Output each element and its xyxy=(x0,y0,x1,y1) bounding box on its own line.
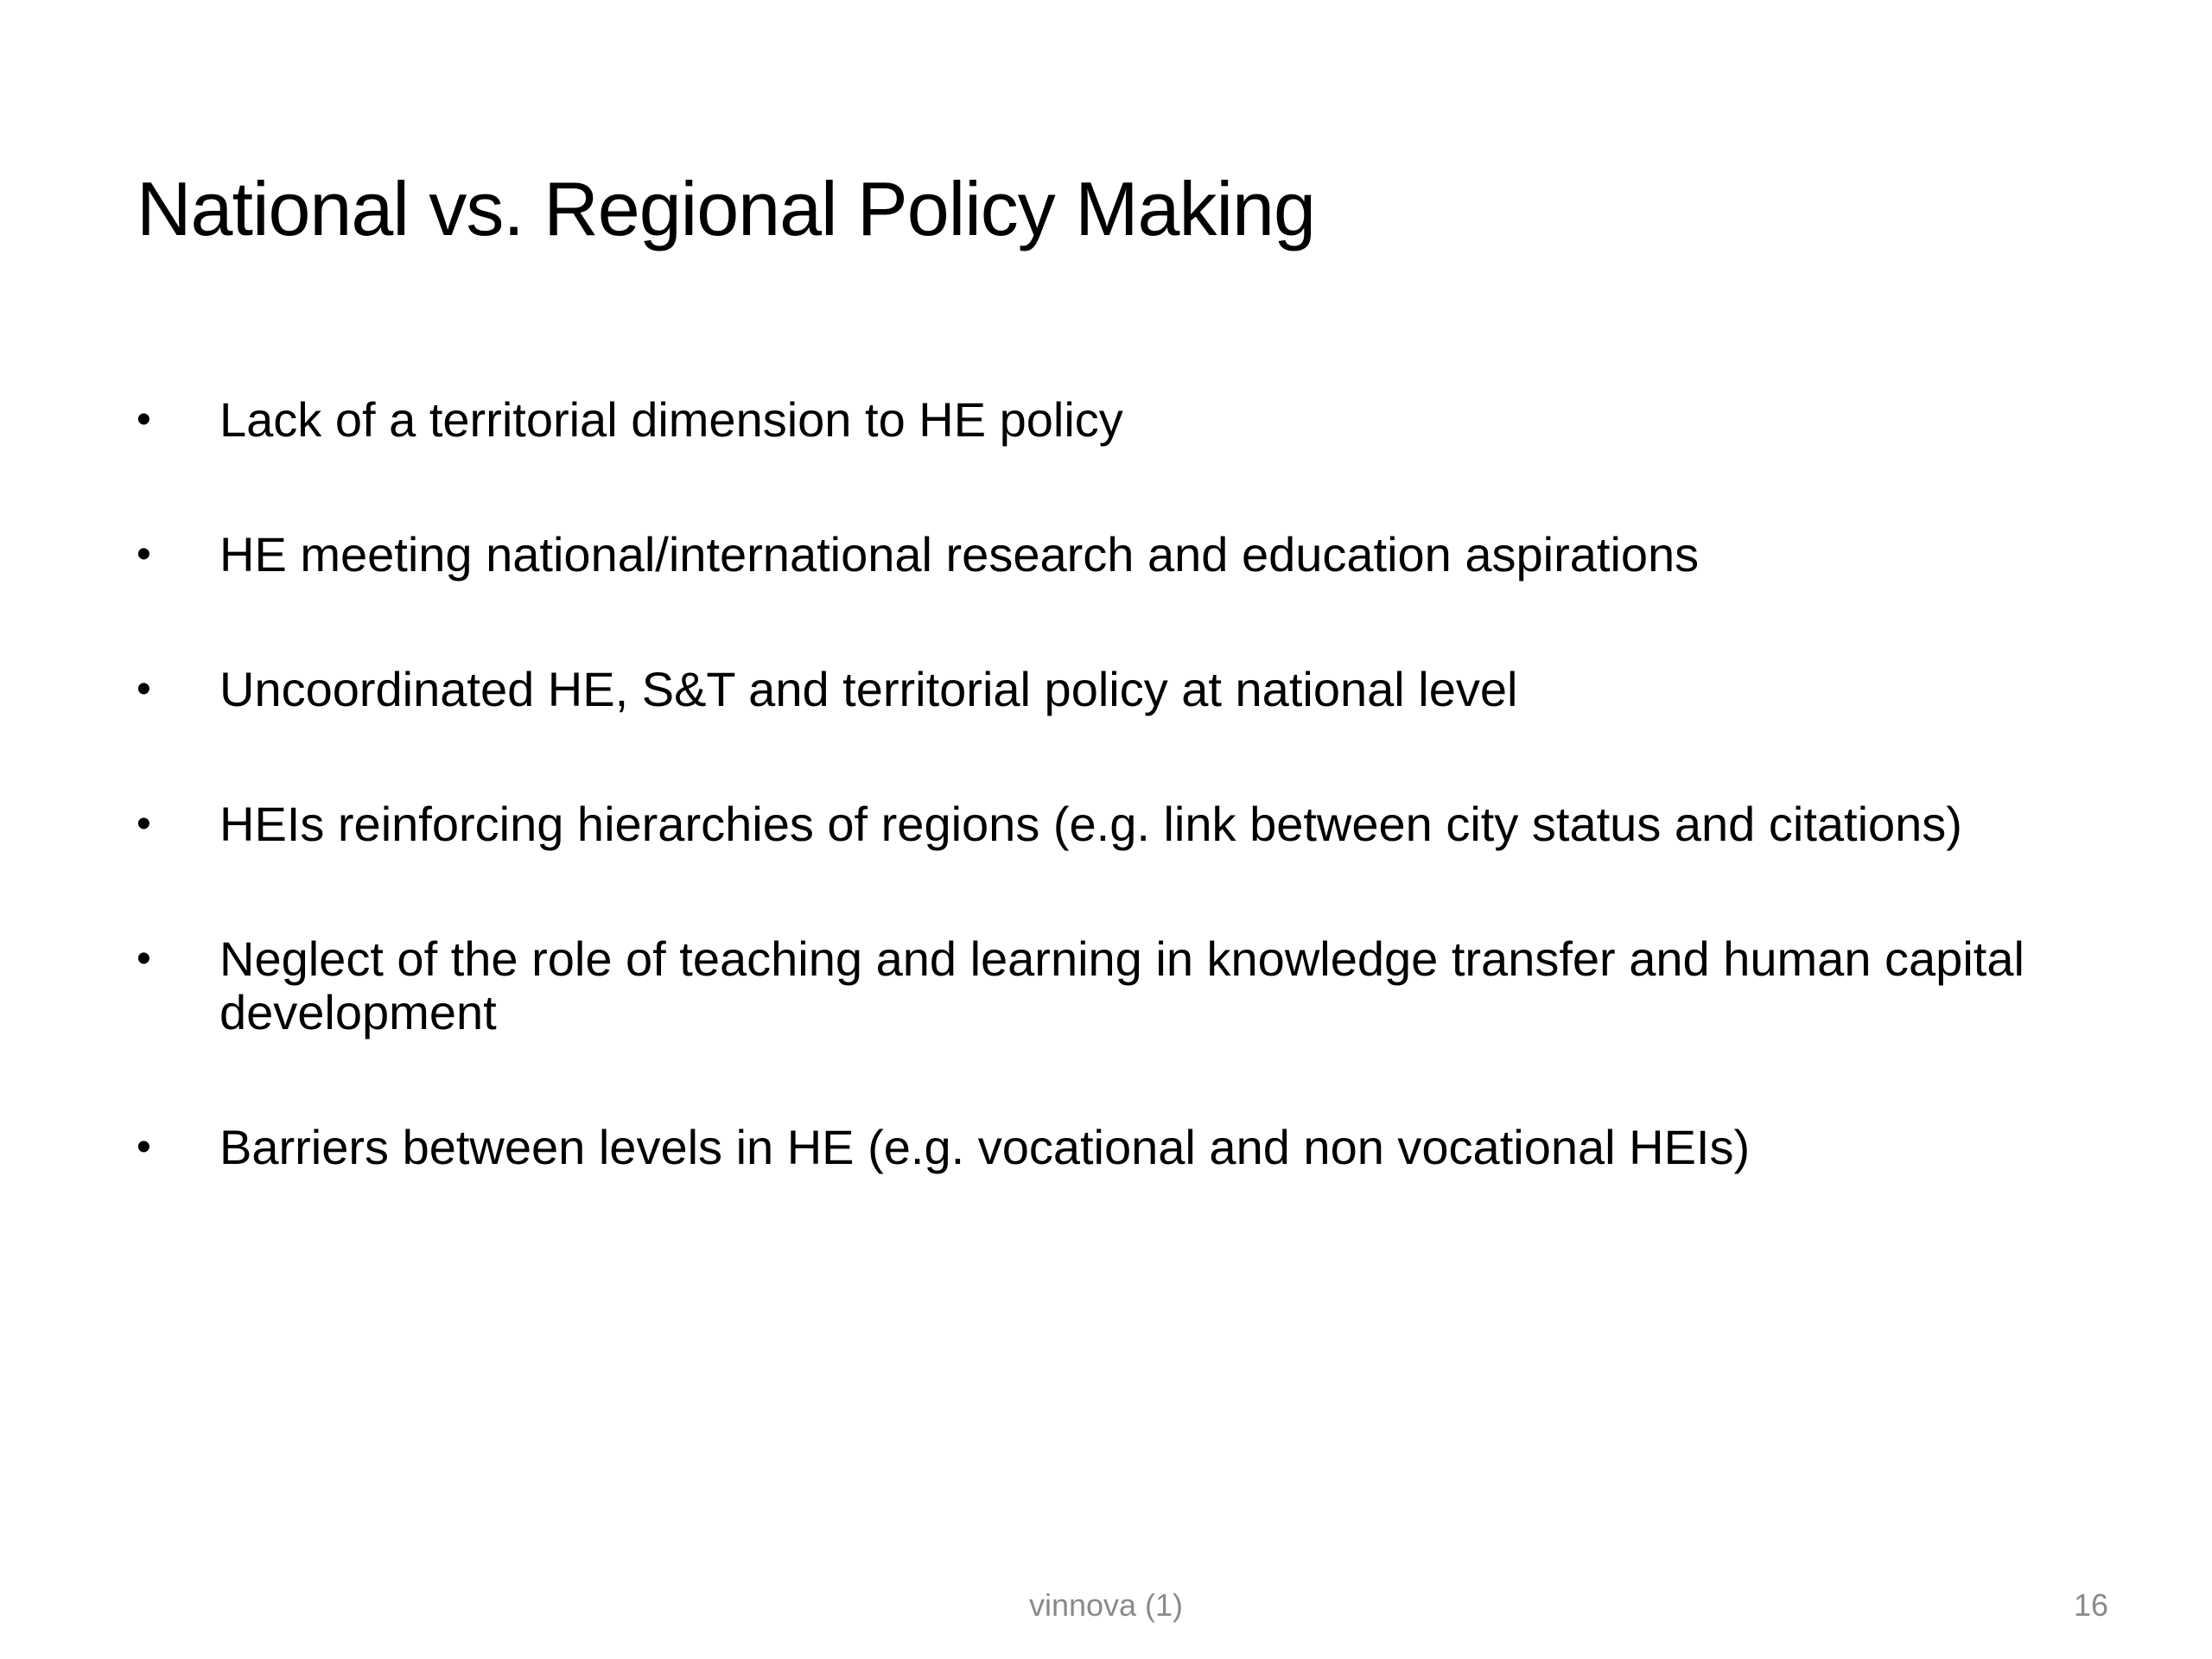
bullet-item xyxy=(137,932,2124,1039)
bullet-icon: • xyxy=(137,801,151,847)
bullet-icon: • xyxy=(137,397,151,442)
bullet-icon: • xyxy=(137,1124,151,1170)
bullet-item xyxy=(137,528,2124,582)
bullet-item xyxy=(137,663,2124,716)
bullet-icon: • xyxy=(137,936,151,982)
bullet-text: Uncoordinated HE, S&T and territorial policy at national level xyxy=(219,662,1518,716)
footer-label: vinnova (1) xyxy=(1028,1587,1184,1623)
bullet-item xyxy=(137,798,2124,851)
page-number: 16 xyxy=(2073,1587,2108,1623)
bullet-item xyxy=(137,1121,2124,1174)
bullet-list xyxy=(137,393,2124,1255)
bullet-text: HE meeting national/international research and education aspirations xyxy=(219,527,1700,582)
slide-title: National vs. Regional Policy Making xyxy=(137,166,1315,251)
bullet-text: Lack of a territorial dimension to HE policy xyxy=(219,392,1123,447)
bullet-text: HEIs reinforcing hierarchies of regions (e.g. link between city status and citations) xyxy=(219,797,1962,851)
bullet-icon: • xyxy=(137,666,151,712)
bullet-item xyxy=(137,393,2124,447)
bullet-text: Neglect of the role of teaching and learning in knowledge transfer and human capital development xyxy=(219,931,2024,1039)
bullet-icon: • xyxy=(137,531,151,577)
bullet-text: Barriers between levels in HE (e.g. vocational and non vocational HEIs) xyxy=(219,1120,1751,1174)
